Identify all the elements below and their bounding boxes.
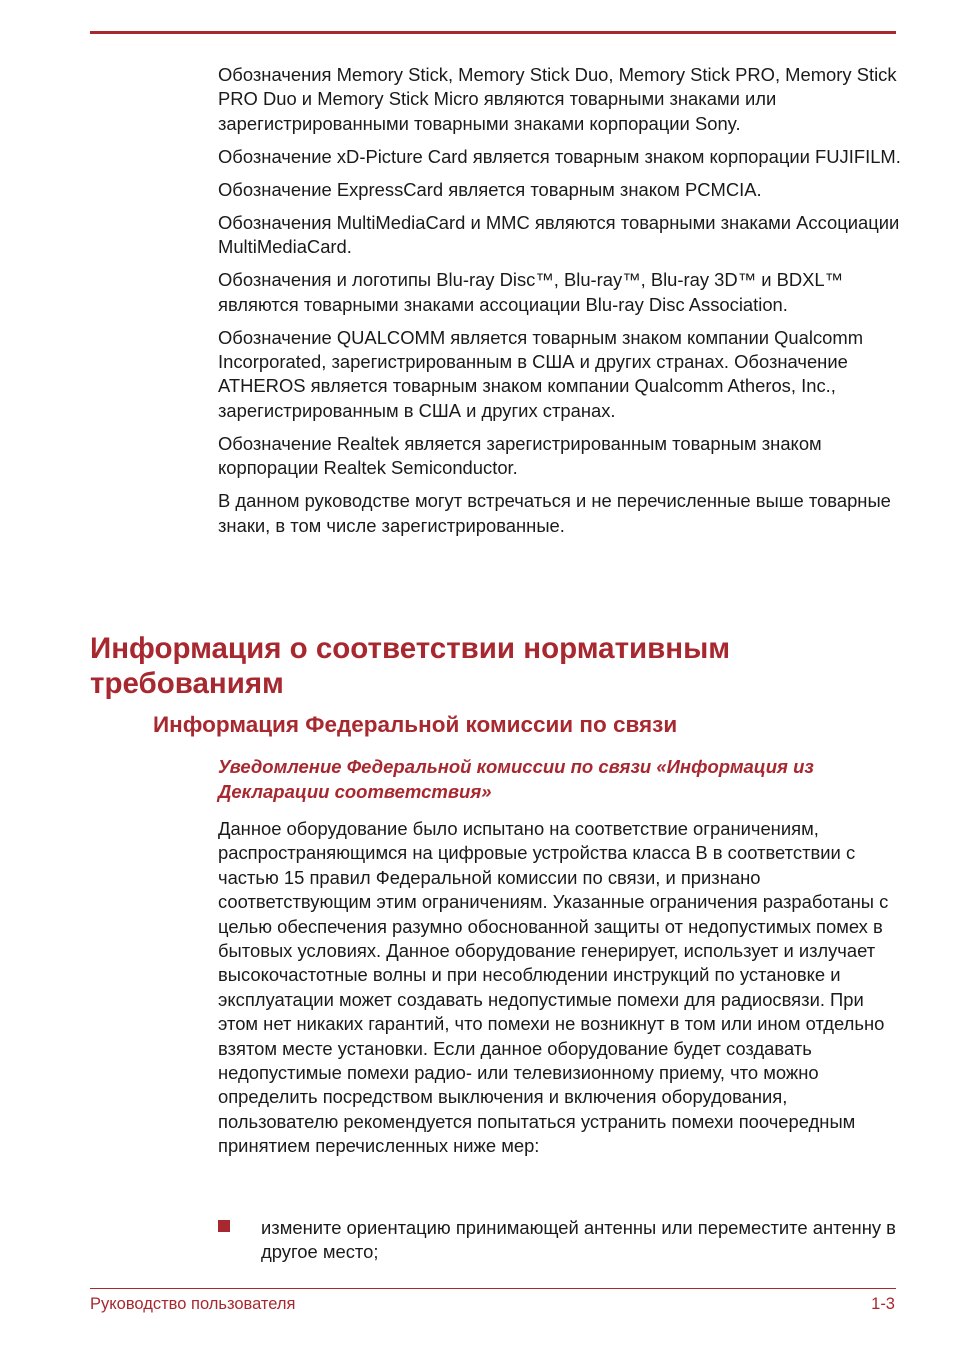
fcc-notice-title: Уведомление Федеральной комиссии по связи «Информация из Декларации соответствия» <box>218 756 814 802</box>
trademark-paragraph: Обозначения Memory Stick, Memory Stick Duo, Memory Stick PRO, Memory Stick PRO Duo и Memory Stick Micro являются товарными знаками или зарегистрированными товарными знаками корпорации Sony. <box>218 64 897 134</box>
trademark-list <box>218 63 908 547</box>
trademark-paragraph: Обозначение xD-Picture Card является товарным знаком корпорации FUJIFILM. <box>218 145 901 167</box>
trademark-paragraph: Обозначения и логотипы Blu-ray Disc™, Blu-ray™, Blu-ray 3D™ и BDXL™ являются товарными знаками ассоциации Blu-ray Disc Association. <box>218 269 844 315</box>
trademark-paragraph: Обозначение Realtek является зарегистрированным товарным знаком корпорации Realtek Semiconductor. <box>218 432 822 479</box>
bullet-text: измените ориентацию принимающей антенны или переместите антенну в другое место; <box>261 1217 896 1263</box>
footer-rule <box>90 1288 896 1289</box>
page-number: 1-3 <box>871 1295 895 1313</box>
trademark-paragraph: Обозначение ExpressCard является товарным знаком PCMCIA. <box>218 178 762 200</box>
footer-title: Руководство пользователя <box>90 1295 296 1313</box>
trademark-paragraph: Обозначение QUALCOMM является товарным знаком компании Qualcomm Incorporated, зарегистрированным в США и других странах. Обозначение ATHEROS является товарным знаком компании Qualcomm Atheros, Inc., зарегистрированным в США и других странах. <box>218 326 864 421</box>
section-heading: Информация о соответствии нормативным требованиям <box>90 632 731 700</box>
bullet-square-icon <box>218 1220 230 1232</box>
header-rule <box>90 31 896 34</box>
fcc-notice-paragraph: Данное оборудование было испытано на соответствие ограничениям, распространяющимся на цифровые устройства класса B в соответствии с частью 15 правил Федеральной комиссии по связи, и признано соответствующим этим ограничениям. Указанные ограничения разработаны с целью обеспечения разумно обоснованной защиты от недопустимых помех в бытовых условиях. Данное оборудование генерирует, использует и излучает высокочастотные волны и при несоблюдении инструкций по установке и эксплуатации может создавать недопустимые помехи для радиосвязи. При этом нет никаких гарантий, что помехи не возникнут в том или ином отдельно взятом месте установки. Если данное оборудование будет создавать недопустимые помехи радио- или телевизионному приему, что можно определить посредством выключения и включения оборудования, пользователю рекомендуется попытаться устранить помехи поочередным принятием перечисленных ниже мер: <box>218 818 889 1157</box>
trademark-paragraph: В данном руководстве могут встречаться и не перечисленные выше товарные знаки, в том числе зарегистрированные. <box>218 490 891 536</box>
fcc-subheading: Информация Федеральной комиссии по связи <box>153 712 678 737</box>
trademark-paragraph: Обозначения MultiMediaCard и MMC являются товарными знаками Ассоциации MultiMediaCard. <box>218 211 900 258</box>
fcc-notice-body <box>218 817 908 1159</box>
